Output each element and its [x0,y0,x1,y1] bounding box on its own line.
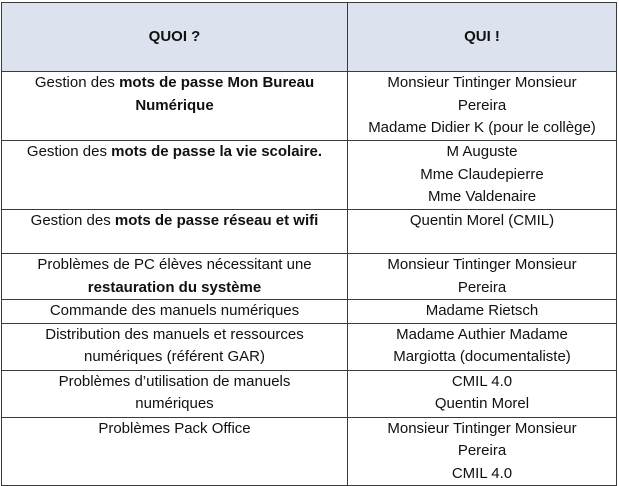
contact-line: CMIL 4.0 [451,372,513,390]
task-line: numériques (référent GAR) [84,348,265,365]
contact-cell [348,370,617,417]
task-line: restauration du système [87,278,262,296]
task-cell [2,210,348,254]
task-line: Commande des manuels numériques [49,302,300,319]
header-row [2,3,617,72]
contact-line: Pereira [457,442,507,459]
table-row [2,417,617,486]
contact-line: Pereira [457,278,507,296]
contact-line: Madame Rietsch [425,302,539,319]
task-line: Problèmes de PC élèves nécessitant une [37,256,312,273]
contact-cell [348,323,617,370]
task-line: numériques [135,395,214,412]
contact-line: Margiotta (documentaliste) [393,348,571,365]
contact-cell [348,141,617,210]
contact-line: Madame Authier Madame [396,325,568,343]
task-cell [2,300,348,324]
contact-line: CMIL 4.0 [451,464,513,482]
table-row [2,72,617,141]
task-cell [2,323,348,370]
contact-cell [348,210,617,254]
contact-line: Madame Didier K (pour le collège) [368,119,596,136]
responsibility-table [1,2,617,486]
contact-line: Monsieur Tintinger Monsieur [387,74,577,91]
task-line: Gestion des mots de passe la vie scolaire. [26,143,323,160]
header-what: QUOI ? [2,3,348,72]
table-row [2,141,617,210]
contact-line: Mme Valdenaire [427,188,537,205]
table-row [2,323,617,370]
task-line: Gestion des mots de passe réseau et wifi [30,212,319,229]
task-line: Numérique [135,96,214,114]
task-line: Gestion des mots de passe Mon Bureau [34,74,315,91]
contact-line: M Auguste [446,143,518,160]
table-row [2,300,617,324]
contact-line: Pereira [457,96,507,114]
task-line: Distribution des manuels et ressources [45,325,304,343]
task-cell [2,72,348,141]
contact-cell [348,300,617,324]
task-cell [2,141,348,210]
contact-line: Mme Claudepierre [420,165,544,183]
contact-line: Quentin Morel (CMIL) [409,212,555,229]
table-row [2,370,617,417]
task-cell [2,370,348,417]
task-line: Problèmes Pack Office [98,419,251,437]
contact-cell [348,417,617,486]
task-cell [2,254,348,300]
task-cell [2,417,348,486]
table-row [2,254,617,300]
contact-line: Monsieur Tintinger Monsieur [387,419,577,437]
contact-cell [348,254,617,300]
table-row [2,210,617,254]
task-line: Problèmes d’utilisation de manuels [58,372,291,390]
contact-line: Quentin Morel [434,395,530,412]
header-who: QUI ! [348,3,617,72]
contact-line: Monsieur Tintinger Monsieur [387,256,577,273]
contact-cell [348,72,617,141]
